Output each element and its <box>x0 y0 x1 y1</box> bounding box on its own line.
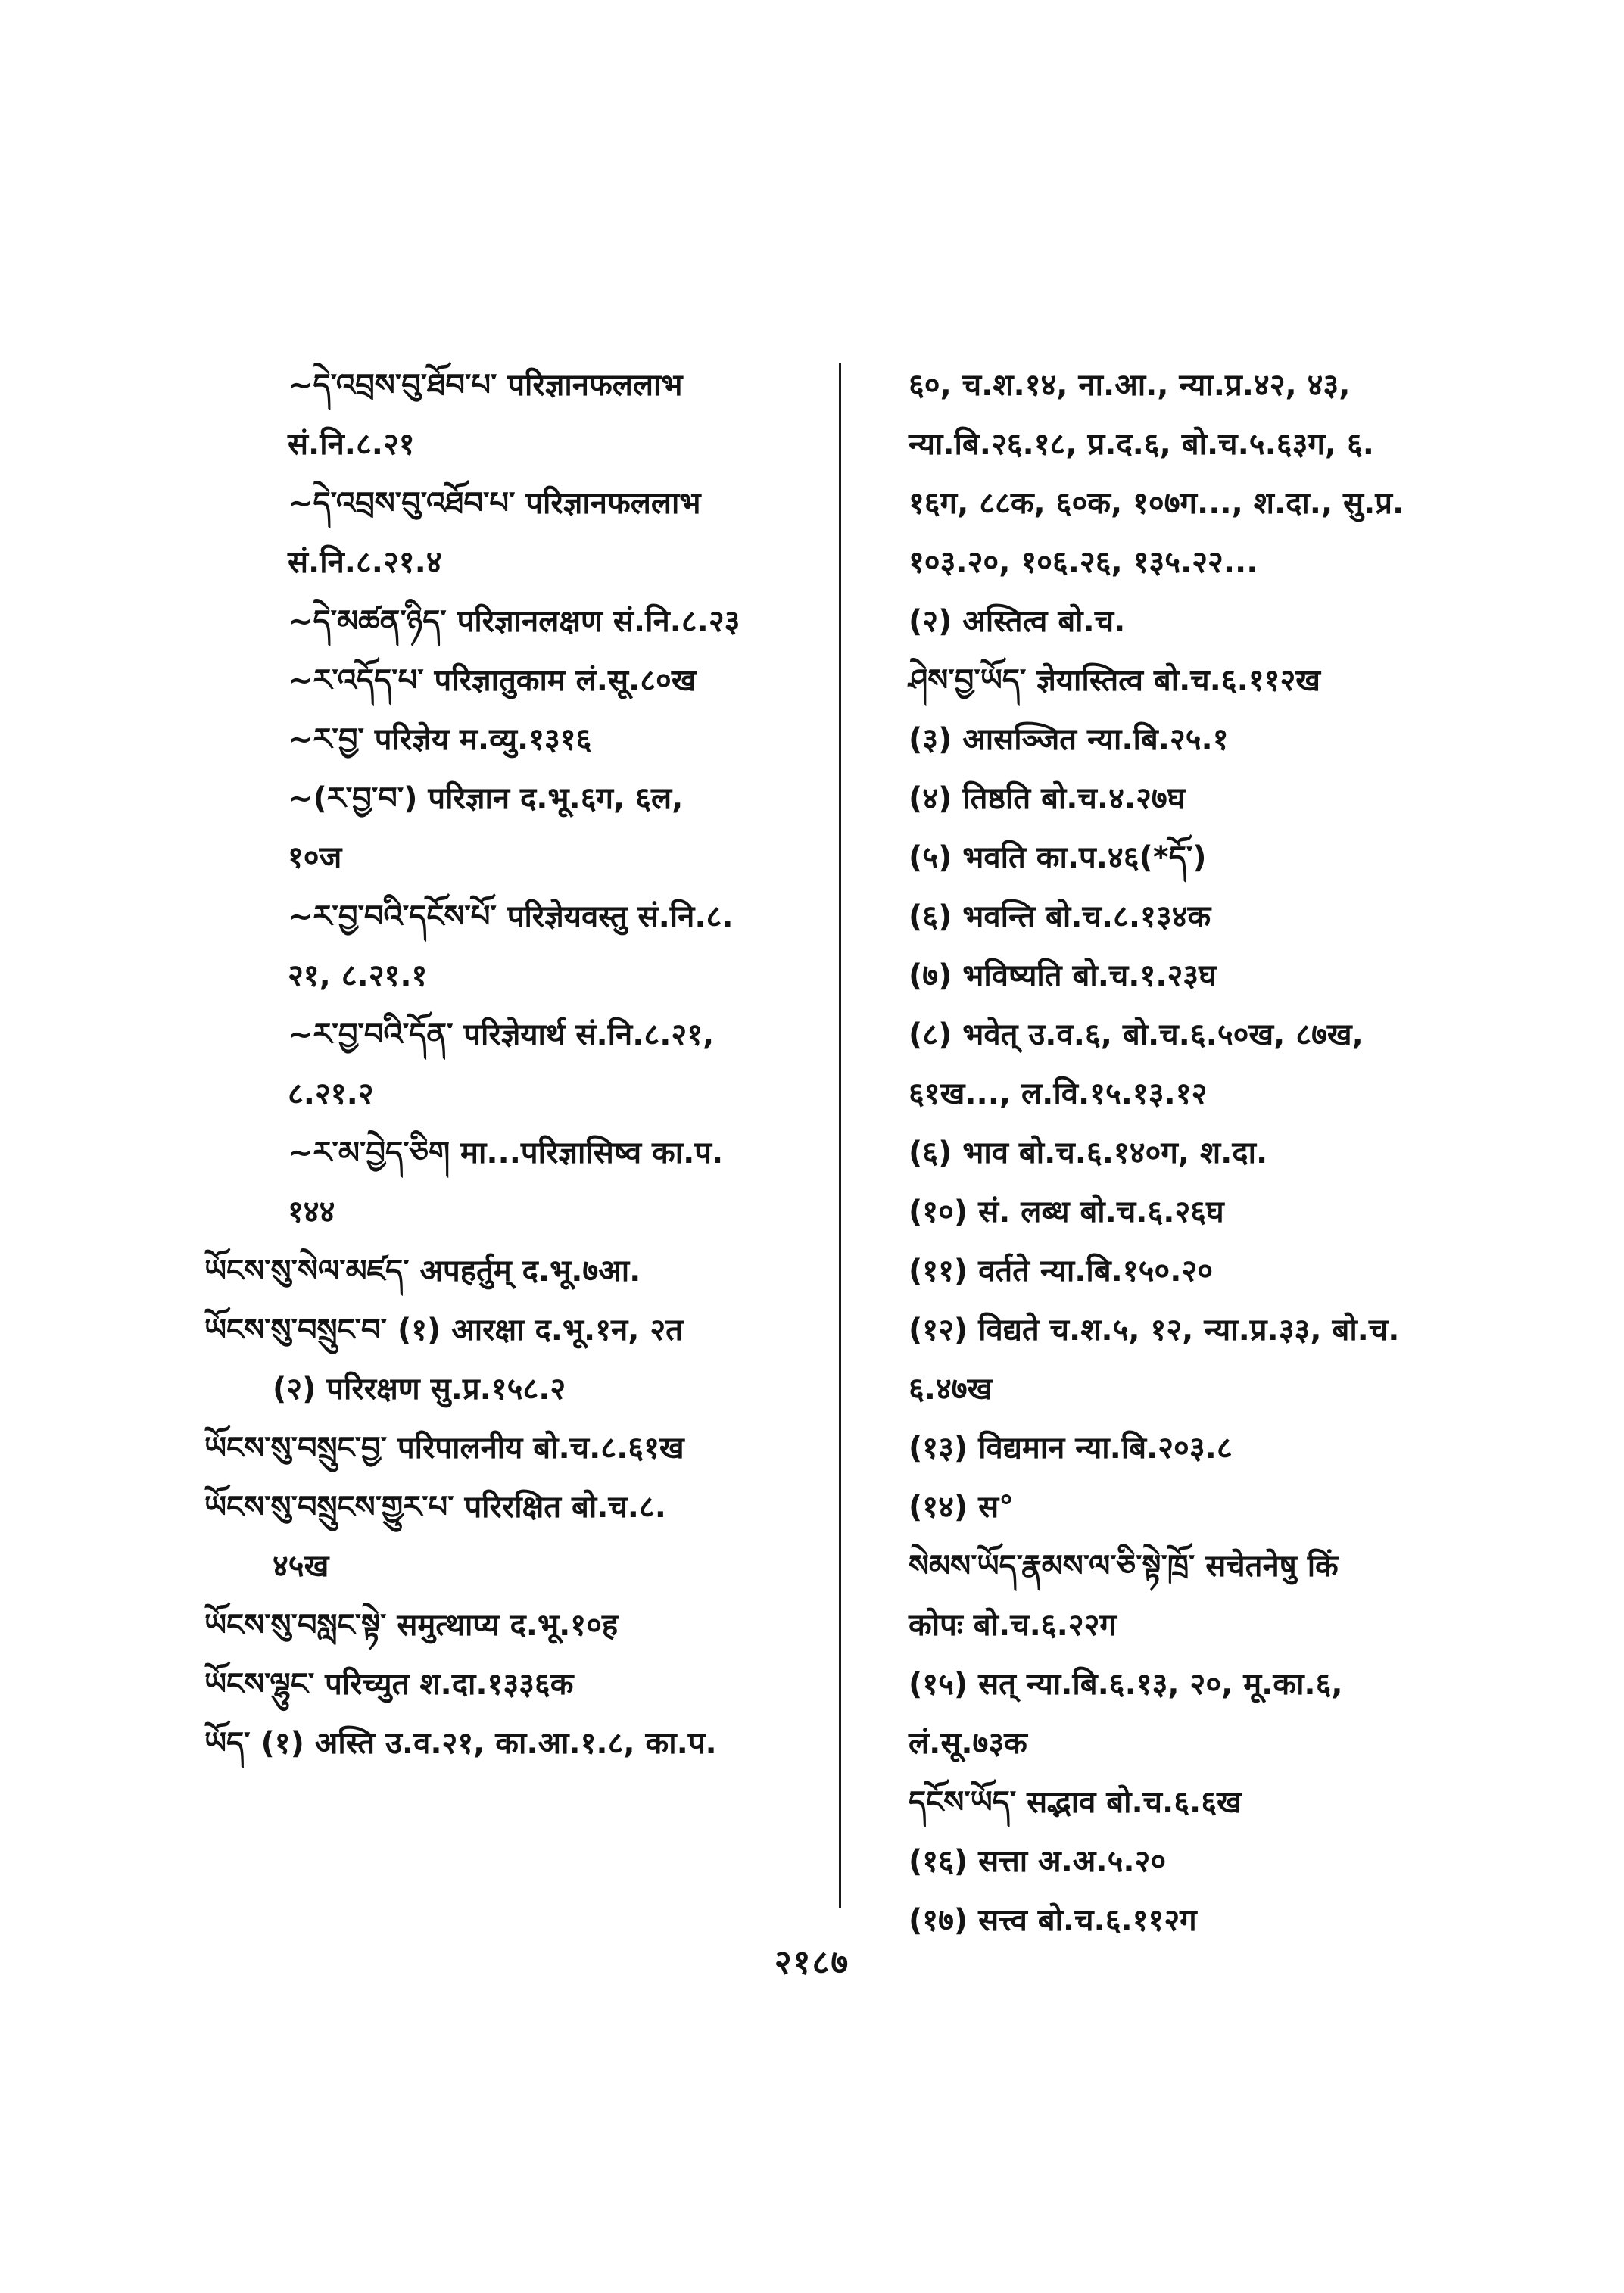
right-entry-line: (११) वर्तते न्या.बि.१५०.२० <box>909 1254 1213 1288</box>
right-entry-line: (४) तिष्ठति बो.च.४.२७घ <box>909 781 1186 816</box>
right-entry-line: (१४) स° <box>909 1490 1015 1525</box>
right-entry-line: (१०) सं. लब्ध बो.च.६.२६घ <box>909 1195 1224 1229</box>
right-entry-line: (१२) विद्यते च.श.५, १२, न्या.प्र.३३, बो.च. <box>909 1313 1400 1347</box>
left-entry-line: ~ར་མ་བྱེད་ཅིག मा...परिज्ञासिष्व का.प. <box>288 1136 724 1170</box>
page-number: २१८७ <box>774 1943 850 1982</box>
left-entry-line: ~(ར་བྱ་བ་) परिज्ञान द.भू.६ग, ६ल, <box>288 781 684 816</box>
right-entry-line: न्या.बि.२६.१८, प्र.द.६, बो.च.५.६३ग, ६. <box>909 427 1375 462</box>
left-entry-line: ~དེ་མཚན་ཉིད་ परिज्ञानलक्षण सं.नि.८.२३ <box>288 604 740 639</box>
left-entry-line: १४४ <box>288 1195 335 1229</box>
right-entry-line: ६०, च.श.१४, ना.आ., न्या.प्र.४२, ४३, <box>909 368 1351 403</box>
right-entry-line: लं.सू.७३क <box>909 1726 1027 1761</box>
left-entry-line: ཡོངས་སུ་བསྲུངས་གྱུར་པ་ परिरक्षित बो.च.८. <box>204 1490 666 1525</box>
left-entry-line: ཡོངས་ལྷུང་ परिच्युत श.दा.१३३६क <box>204 1667 574 1702</box>
right-entry-line: कोपः बो.च.६.२२ग <box>909 1608 1117 1643</box>
right-entry-line: སེམས་ཡོད་རྣམས་ལ་ཅི་སྟེ་ཁྲོ་ सचेतनेषु किं <box>909 1549 1339 1584</box>
left-entry-line: ཡོངས་སུ་བསླང་སྟེ་ समुत्थाप्य द.भू.१०ह <box>204 1608 619 1643</box>
right-entry-line: (१६) सत्ता अ.अ.५.२० <box>909 1844 1167 1879</box>
left-entry-line: ~དེ་འབྲས་བུ་འཐོབ་པ་ परिज्ञानफललाभ <box>288 486 701 521</box>
right-entry-line: (६) भाव बो.च.६.१४०ग, श.दा. <box>909 1136 1268 1170</box>
right-entry-line: (१५) सत् न्या.बि.६.१३, २०, मू.का.६, <box>909 1667 1343 1702</box>
left-column <box>204 356 825 1773</box>
right-entry-line: (७) भविष्यति बो.च.१.२३घ <box>909 958 1217 993</box>
right-entry-line: (८) भवेत् उ.व.६, बो.च.६.५०ख, ८७ख, <box>909 1017 1364 1052</box>
left-entry-line: १०ज <box>288 840 342 875</box>
left-entry-line: ~ར་འདོད་པ་ परिज्ञातुकाम लं.सू.८०ख <box>288 663 697 698</box>
right-entry-line: དངོས་ཡོད་ सद्भाव बो.च.६.६ख <box>909 1785 1242 1820</box>
right-entry-line: (१३) विद्यमान न्या.बि.२०३.८ <box>909 1431 1233 1466</box>
left-entry-line: ~ར་བྱ་བའི་དངོས་པོ་ परिज्ञेयवस्तु सं.नि.८. <box>288 899 734 934</box>
right-entry-line: १०३.२०, १०६.२६, १३५.२२... <box>909 545 1258 580</box>
left-entry-line: २१, ८.२१.१ <box>288 958 428 993</box>
left-entry-line: ~ར་བྱ་བའི་དོན་ परिज्ञेयार्थ सं.नि.८.२१, <box>288 1017 715 1052</box>
left-entry-line: ~དེ་འབྲས་བུ་ཐོབ་པ་ परिज्ञानफललाभ <box>288 368 683 403</box>
right-entry-line: (२) अस्तित्व बो.च. <box>909 604 1126 639</box>
right-entry-line: ६१ख..., ल.वि.१५.१३.१२ <box>909 1076 1208 1111</box>
left-entry-line: ཡོངས་སུ་སེལ་མཛད་ अपहर्तुम् द.भू.७आ. <box>204 1254 641 1288</box>
left-entry-line: ཡོད་ (१) अस्ति उ.व.२१, का.आ.१.८, का.प. <box>204 1726 717 1761</box>
right-entry-line: (५) भवति का.प.४६(*དོ་) <box>909 840 1207 875</box>
right-entry-line: ཤེས་བྱ་ཡོད་ ज्ञेयास्तित्व बो.च.६.११२ख <box>909 663 1320 698</box>
left-entry-line: सं.नि.८.२१ <box>288 427 415 462</box>
right-entry-line: (३) आसञ्जित न्या.बि.२५.१ <box>909 722 1229 757</box>
left-entry-line: ཡོངས་སུ་བསྲུང་བ་ (१) आरक्षा द.भू.१न, २त <box>204 1313 683 1347</box>
left-entry-line: (२) परिरक्षण सु.प्र.१५८.२ <box>273 1372 566 1407</box>
left-entry-line: ८.२१.२ <box>288 1076 374 1111</box>
left-entry-line: ४५ख <box>273 1549 329 1584</box>
left-entry-line: ~ར་བྱ་ परिज्ञेय म.व्यु.१३१६ <box>288 722 592 757</box>
left-entry-line: सं.नि.८.२१.४ <box>288 545 442 580</box>
right-entry-line: (६) भवन्ति बो.च.८.१३४क <box>909 899 1211 934</box>
column-divider <box>839 363 841 1908</box>
right-entry-line: १६ग, ८८क, ६०क, १०७ग..., श.दा., सु.प्र. <box>909 486 1404 521</box>
left-entry-line: ཡོངས་སུ་བསྲུང་བྱ་ परिपालनीय बो.च.८.६१ख <box>204 1431 684 1466</box>
right-column <box>909 356 1492 1950</box>
right-entry-line: ६.४७ख <box>909 1372 993 1407</box>
right-entry-line: (१७) सत्त्व बो.च.६.११२ग <box>909 1903 1197 1938</box>
